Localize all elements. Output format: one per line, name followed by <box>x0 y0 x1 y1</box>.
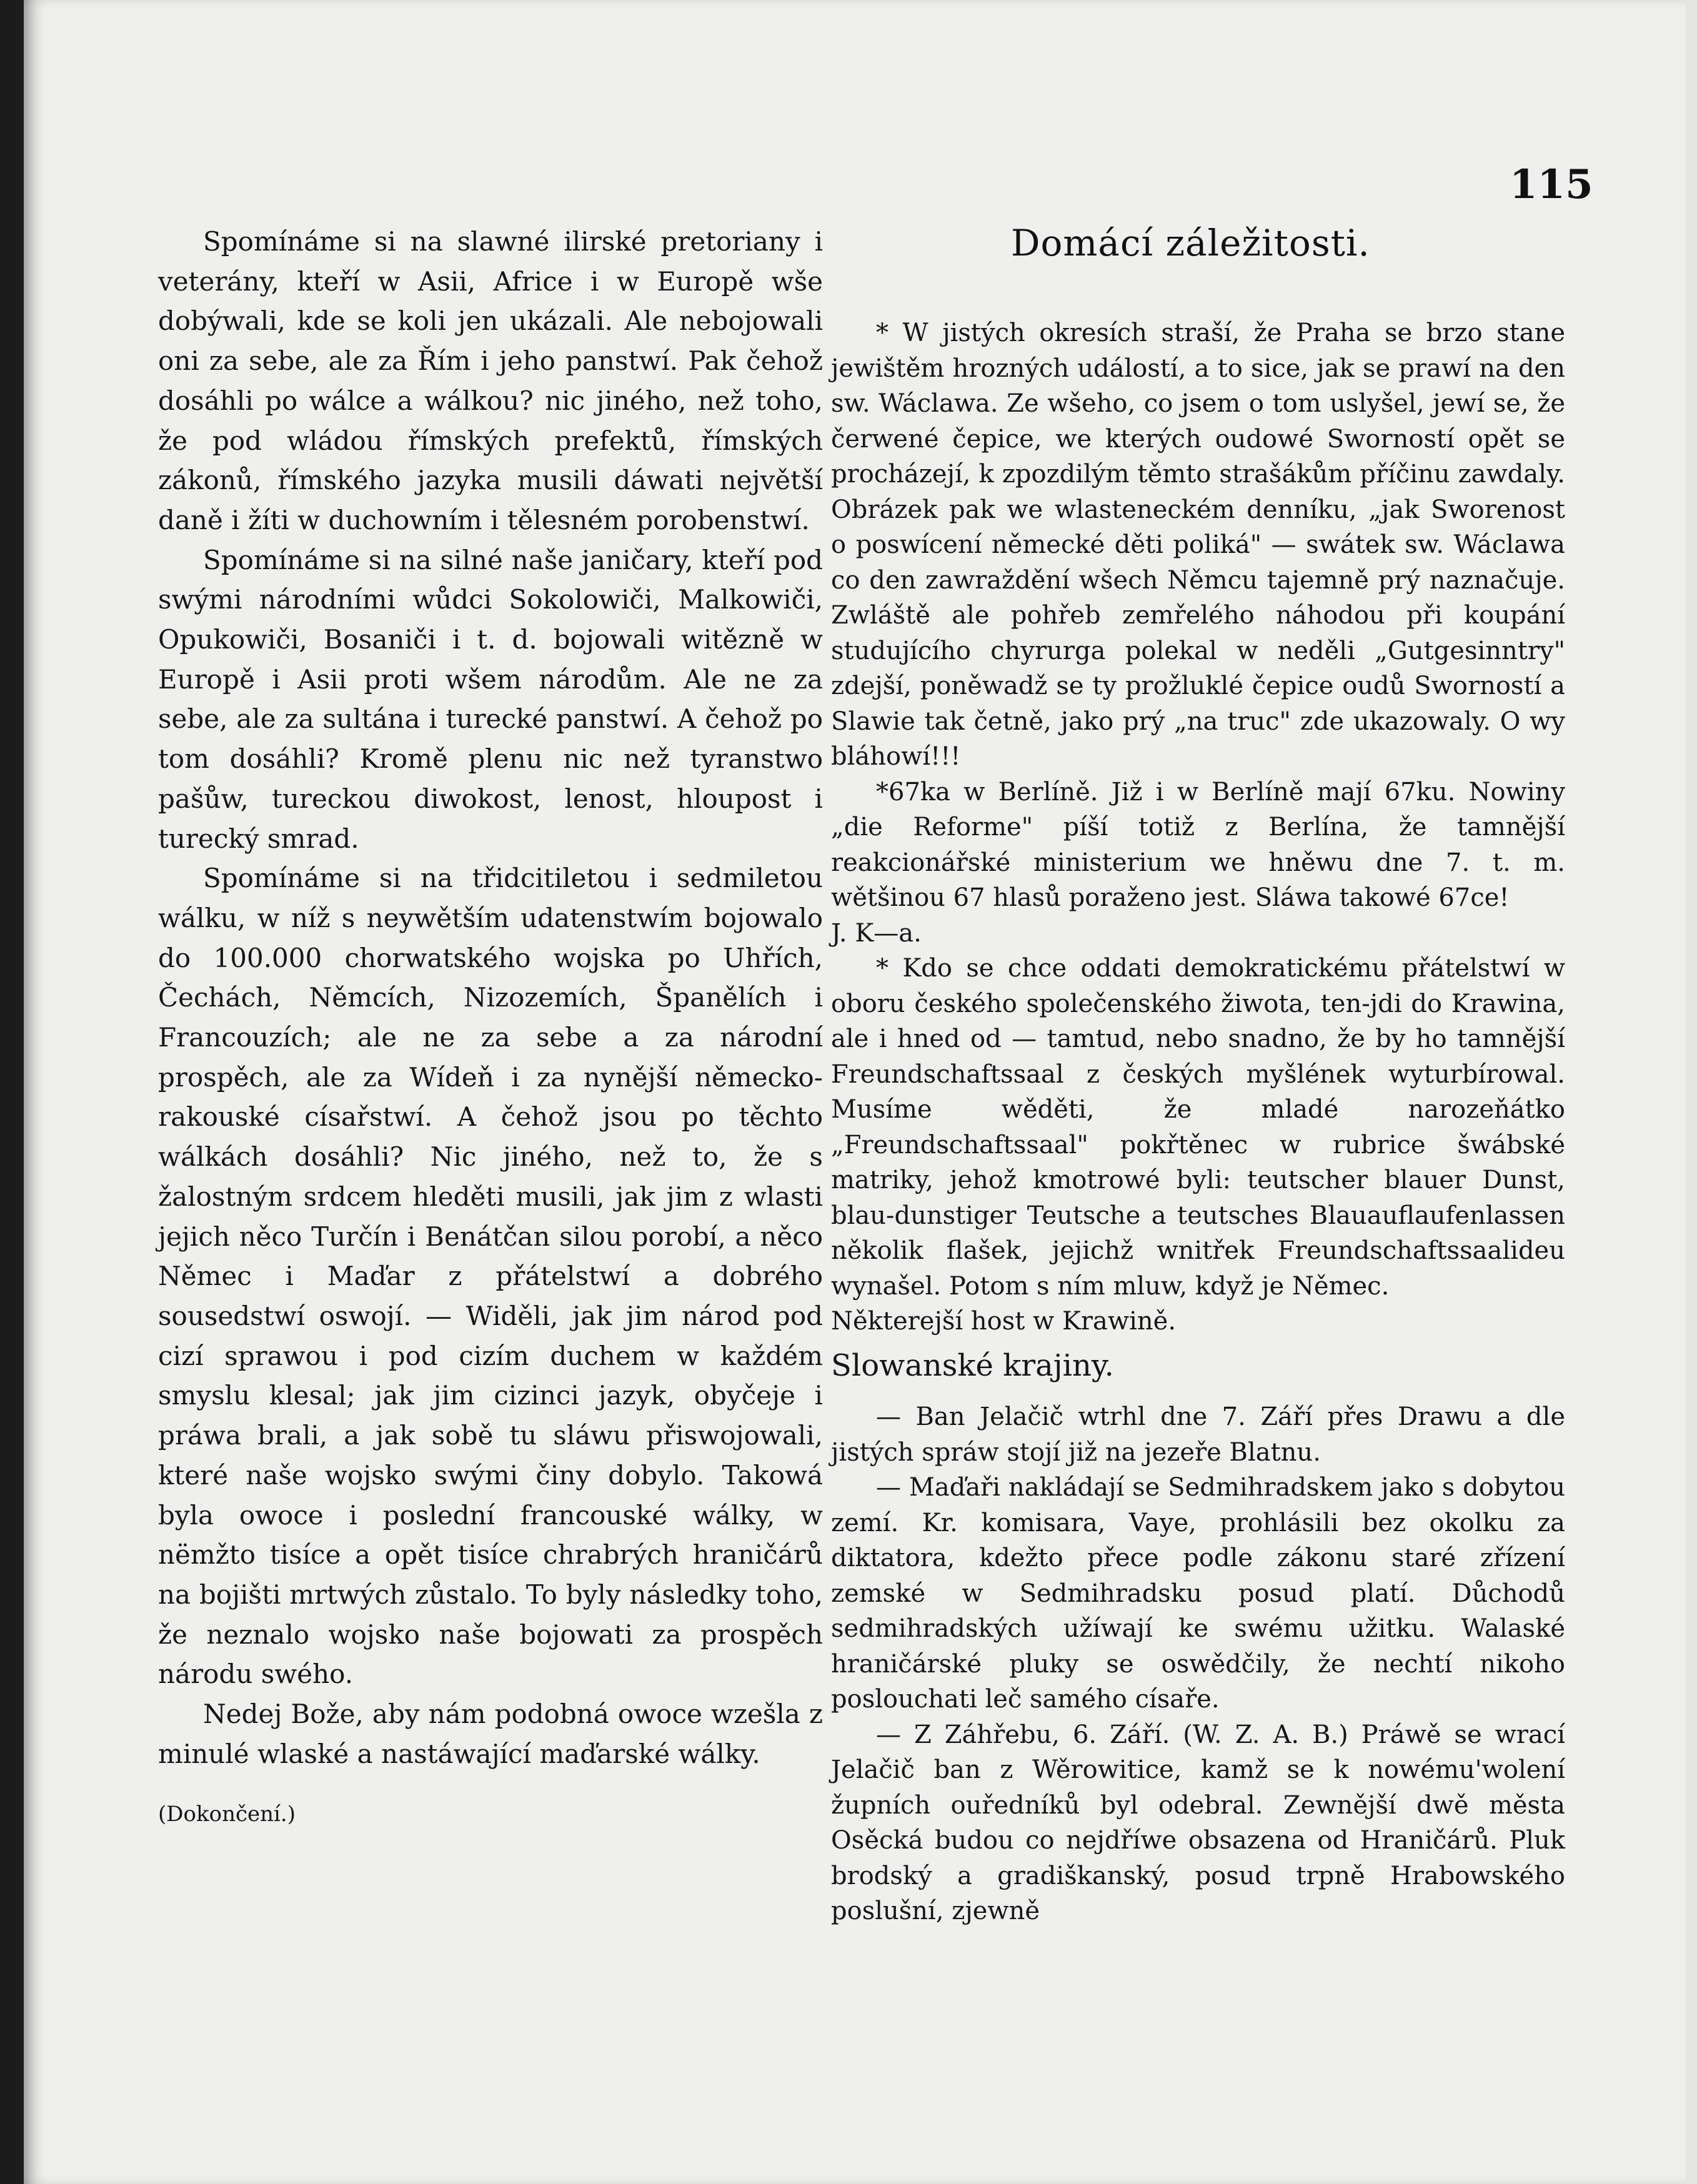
paragraph-thirty-years-war: Spomínáme si na třidcitiletou i sedmiletou wálku, w níž s neywětším udatenstwím bojowalo do 100.000 chorwatského wojska po Uhřích, Čechách, Němcích, Nizozemích, Španělích i Francouzích; ale ne za sebe a za národní prospěch, ale za Wídeň i za nynější německo- rakouské císařstwí. A čehož jsou po těchto wálkách dosáhli? Nic jiného, než to, že s žalostným srdcem hleděti musili, jak jim z wlasti jejich něco Turčín i Benátčan silou porobí, a něco Němec i Maďar z přátelstwí a dobrého sousedstwí oswojí. — Widěli, jak jim národ pod cizí sprawou i pod cizím duchem w každém smyslu klesal; jak jim cizinci jazyk, obyčeje i práwa brali, a jak sobě tu sláwu přiswojowali, které naše wojsko swými činy dobylo. Takowá byla owoce i poslední francouské wálky, w nëmžto tisíce a opět tisíce chrabrých hraničárů na bojišti mrtwých zůstalo. To byly následky toho, že neznalo wojsko naše bojowati za prospěch národu swého. <box>158 863 823 1690</box>
page-edge <box>1686 0 1697 2184</box>
paragraph-illyrian: Spomínáme si na slawné ilirské pretoriany i veterány, kteří w Asii, Africe i w Europě wše dobýwali, kde se koli jen ukázali. Ale nebojowali oni za sebe, ale za Řím i jeho panstwí. Pak čehož dosáhli po wálce a wálkou? nic jiného, než toho, že pod wládou římských prefektů, římských zákonů, římského jazyka musili dáwati největší daně i žíti w duchowním i tělesném porobenstwí. <box>158 226 823 535</box>
paragraph-janissaries: Spomínáme si na silné naše janičary, kteří pod swými národními wůdci Sokolowiči, Malkowiči, Opukowiči, Bosaniči i t. d. bojowali witězně w Europě i Asii proti wšem národům. Ale ne za sebe, ale za sultána i turecké panstwí. A čehož po tom dosáhli? Kromě plenu nic než tyranstwo pašůw, tureckou diwokost, lenost, hloupost i turecký smrad. <box>158 544 823 854</box>
continued-note: (Dokončení.) <box>158 1802 296 1827</box>
left-column <box>158 222 823 1835</box>
paragraph-closing: Nedej Bože, aby nám podobná owoce wzešla z minulé wlaské a nastáwající maďarské wálky. <box>158 1699 823 1769</box>
news-item-jelacic: — Ban Jelačič wtrhl dne 7. Září přes Drawu a dle jistých spráw stojí již na jezeře Blatnu. <box>831 1402 1565 1467</box>
section-heading-slavic: Slowanské krajiny. <box>831 1348 1114 1383</box>
news-item-zagreb: — Z Záhřebu, 6. Září. (W. Z. A. B.) Práwě se wrací Jelačič ban z Wěrowitice, kamž se k nowému'wolení župních ouředníků byl odebral. Zewnější dwě města Osěcká budou co nejdříwe obsazena od Hraničárů. Pluk brodský a gradiškanský, posud trpně Hrabowského poslušní, zjewně <box>831 1720 1565 1925</box>
paragraph-krawin: * Kdo se chce oddati demokratickému přátelstwí w oboru českého společenského žiwota, ten-jdi do Krawina, ale i hned od — tamtud, nebo snadno, že by ho tamnější Freundschaftssaal z českých myšlének wyturbírowal. Musíme wěděti, že mladé narozeňátko „Freundschaftssaal" pokřtěnec w rubrice šwábské matriky, jehož kmotrowé byli: teutscher blauer Dunst, blau-dunstiger Teutsche a teutsches Blauauflaufenlassen několik flašek, jejichž wnitřek Freundschaftssaalideu wynašel. Potom s ním mluw, když je Němec. <box>831 954 1565 1301</box>
section-heading-domestic: Domácí záležitosti. <box>1011 222 1370 264</box>
signature-host: Některejší host w Krawině. <box>831 1307 1177 1336</box>
signature-jka: J. K—a. <box>831 918 922 948</box>
paragraph-berlin-67: *67ka w Berlíně. Již i w Berlíně mají 67ku. Nowiny „die Reforme" píší totiž z Berlína, že tamnější reakcionářské ministerium we hněwu dne 7. t. m. wětšinou 67 hlasů poraženo jest. Sláwa takowé 67ce! <box>831 777 1565 912</box>
page-number: 115 <box>1510 161 1593 208</box>
newspaper-page <box>24 0 1697 2184</box>
paragraph-prague-rumors: * W jistých okresích straší, že Praha se brzo stane jewištěm hrozných událostí, a to sice, jak se prawí na den sw. Wáclawa. Ze wšeho, co jsem o tom uslyšel, jewí se, že čerwené čepice, we kterých oudowé Sworností opět se procházejí, k zpozdilým těmto strašákům příčinu zawdaly. Obrázek pak we wlasteneckém denníku, „jak Sworenost o poswícení německé děti poliká" — swátek sw. Wáclawa co den zawraždění wšech Němcu tajemně prý naznačuje. Zwláště ale pohřeb zemřelého náhodou při koupání studujícího chyrurga polekal w neděli „Gutgesinntry" zdejší, poněwadž se ty prožluklé čepice oudů Sworností a Slawie tak četně, jako prý „na truc" zde ukazowaly. O wy bláhowí!!! <box>831 319 1565 771</box>
right-column <box>831 315 1565 1929</box>
news-item-transylvania: — Maďaři nakládají se Sedmihradskem jako s dobytou zemí. Kr. komisara, Vaye, prohlásili bez okolku za diktatora, kdežto přece podle zákonu staré zřízení zemské w Sedmihradsku posud platí. Důchodů sedmihradských užíwají ke swému užitku. Walaské hraničárské pluky se oswědčily, že nechtí nikoho poslouchati leč samého císaře. <box>831 1473 1565 1714</box>
